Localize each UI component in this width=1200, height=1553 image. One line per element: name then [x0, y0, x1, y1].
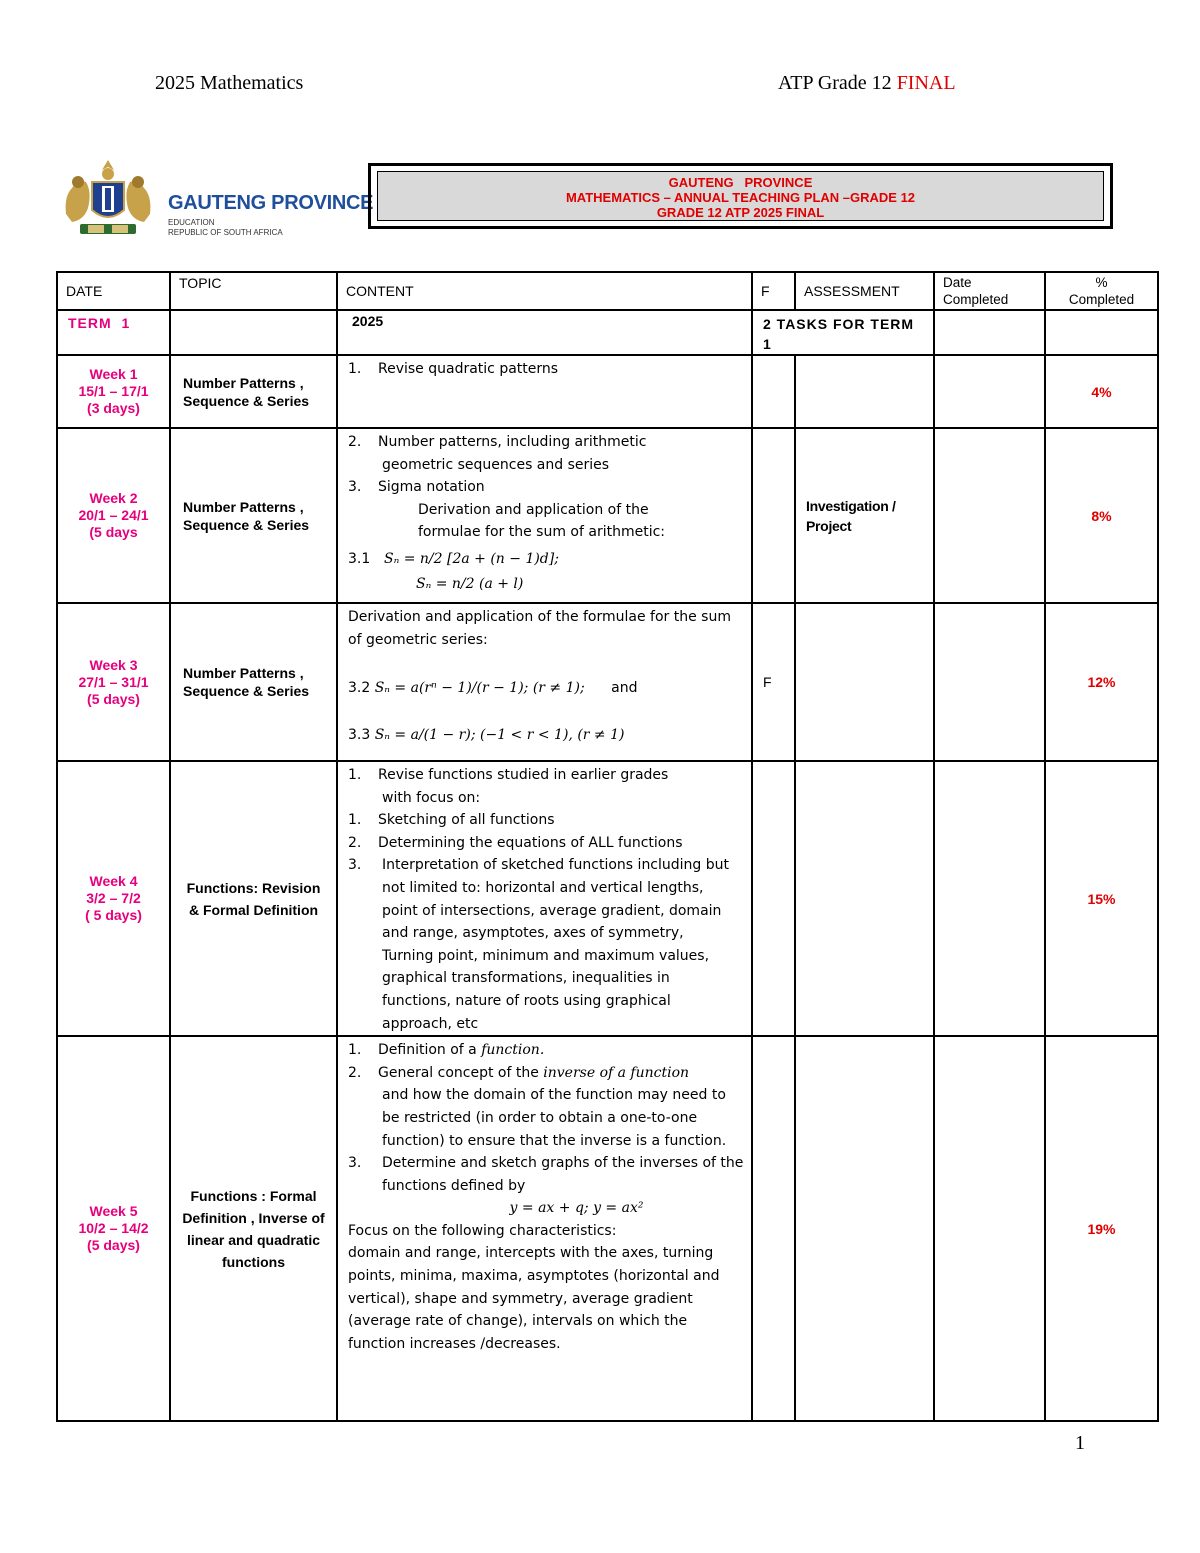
formula-inverse-functions: y = ax + q; y = ax² [509, 1200, 644, 1217]
pct-completed-cell: 4% [1045, 355, 1158, 428]
term-tasks: 2 TASKS FOR TERM 1 [752, 310, 934, 355]
item-text: Revise functions studied in earlier grades [378, 767, 669, 783]
week-days: (5 days) [87, 1237, 140, 1254]
header-assessment: ASSESSMENT [795, 272, 934, 310]
week-date-cell [57, 428, 170, 603]
item-text: General concept of the [378, 1064, 544, 1081]
running-header-right [778, 72, 956, 95]
topic-cell: Number Patterns , Sequence & Series [170, 355, 337, 428]
formula-arithmetic-sum: Sₙ = n/2 [2a + (n − 1)d]; [384, 550, 559, 567]
term-topic-empty [170, 310, 337, 355]
formula-sum-to-infinity: Sₙ = a/(1 − r); (−1 < r < 1), (r ≠ 1) [374, 726, 625, 743]
focus-heading: Focus on the following characteristics: [348, 1222, 617, 1239]
term-year: 2025 [337, 310, 752, 355]
formula-label: 3.3 [348, 726, 371, 743]
formula-and: and [611, 680, 638, 697]
content-item [348, 1039, 745, 1062]
week-dates: 20/1 – 24/1 [78, 507, 149, 523]
week-days: (3 days) [87, 400, 140, 416]
content-line: with focus on: [382, 789, 481, 806]
content-cell [337, 603, 752, 761]
week-date-cell [57, 1036, 170, 1421]
week-label: Week 5 [89, 1203, 138, 1220]
header-f: F [752, 272, 795, 310]
week-label: Week 1 [89, 366, 138, 382]
item-number: 1. [348, 767, 362, 783]
title-box-inner [377, 171, 1104, 221]
logo-province: GAUTENG PROVINCE [168, 192, 374, 214]
item-text: Determine and sketch graphs of the inverses of the functions defined by [382, 1155, 744, 1194]
content-item [348, 431, 745, 454]
week-date-cell [57, 761, 170, 1036]
header-date: DATE [57, 272, 170, 310]
formula-geometric-sum: Sₙ = a(rⁿ − 1)/(r − 1); (r ≠ 1); [374, 680, 585, 697]
content-item [348, 476, 745, 499]
item-number: 1. [348, 812, 362, 829]
header-final: FINAL [896, 72, 956, 94]
pct-completed-cell: 8% [1045, 428, 1158, 603]
item-number: 2. [348, 434, 362, 450]
header-pct-symbol: % [1095, 275, 1108, 290]
week-days: (5 days) [87, 690, 140, 707]
content-cell [337, 1036, 752, 1421]
item-number: 3. [348, 479, 362, 496]
assessment-cell [795, 603, 934, 761]
header-atp-grade: ATP Grade 12 [778, 72, 897, 94]
title-line-1: GAUTENG PROVINCE [668, 175, 813, 190]
header-completed: Completed [1068, 292, 1135, 307]
table-row [57, 761, 1158, 1036]
date-completed-cell [934, 428, 1045, 603]
item-number: 3. [348, 857, 362, 874]
date-completed-cell [934, 603, 1045, 761]
item-text-italic: function. [481, 1042, 545, 1059]
logo-text [168, 192, 374, 238]
content-item [348, 764, 745, 787]
date-completed-cell [934, 761, 1045, 1036]
item-number: 2. [348, 834, 362, 851]
f-cell [752, 761, 795, 1036]
table-row [57, 355, 1158, 428]
item-number: 2. [348, 1064, 362, 1081]
content-item [348, 1152, 745, 1197]
pct-completed-cell: 15% [1045, 761, 1158, 1036]
title-box [368, 163, 1113, 229]
coat-of-arms-icon [58, 152, 158, 242]
content-item [348, 854, 745, 1035]
term-date-empty [934, 310, 1045, 355]
formula-label: 3.2 [348, 680, 371, 697]
table-row [57, 1036, 1158, 1421]
week-days: ( 5 days) [85, 907, 142, 924]
date-completed-cell [934, 1036, 1045, 1421]
pct-completed-cell: 19% [1045, 1036, 1158, 1421]
f-cell [752, 428, 795, 603]
content-item [348, 358, 745, 381]
content-line: Derivation and application of the [418, 501, 649, 518]
header-date-completed: Date Completed [934, 272, 1045, 310]
content-cell [337, 761, 752, 1036]
week-dates: 3/2 – 7/2 [86, 890, 141, 907]
item-text: Number patterns, including arithmetic [378, 434, 647, 450]
week-label: Week 2 [89, 490, 138, 506]
header-content: CONTENT [337, 272, 752, 310]
content-item [348, 1062, 745, 1085]
formula-3-3 [348, 724, 745, 747]
logo-republic: REPUBLIC OF SOUTH AFRICA [168, 228, 283, 237]
topic-cell: Functions : Formal Definition , Inverse of linear and quadratic functions [170, 1036, 337, 1421]
content-line: geometric sequences and series [382, 456, 610, 473]
content-cell [337, 355, 752, 428]
item-text: Sigma notation [378, 479, 485, 496]
content-item [348, 832, 745, 855]
f-cell: F [752, 603, 795, 761]
week-date-cell [57, 355, 170, 428]
formula-label: 3.1 [348, 550, 371, 567]
teaching-plan-table [56, 271, 1159, 1422]
week-dates: 10/2 – 14/2 [78, 1220, 149, 1237]
item-number: 1. [348, 361, 362, 377]
week-dates: 27/1 – 31/1 [78, 673, 149, 690]
week-date-cell [57, 603, 170, 761]
formula-arithmetic-sum-alt: Sₙ = n/2 (a + l) [416, 575, 524, 592]
logo-education: EDUCATION [168, 218, 215, 227]
week-days: (5 days [89, 524, 138, 540]
assessment-cell [795, 761, 934, 1036]
term-row [57, 310, 1158, 355]
item-text: Definition of a [378, 1042, 482, 1059]
assessment-cell [795, 355, 934, 428]
item-text-italic: inverse of a function [543, 1064, 690, 1081]
f-cell [752, 355, 795, 428]
table-header-row [57, 272, 1158, 310]
item-number: 1. [348, 1042, 362, 1059]
gauteng-logo [58, 152, 374, 242]
topic-cell: Number Patterns , Sequence & Series [170, 428, 337, 603]
content-item [348, 809, 745, 832]
week-label: Week 4 [89, 873, 138, 890]
topic-cell: Functions: Revision & Formal Definition [170, 761, 337, 1036]
topic-cell: Number Patterns , Sequence & Series [170, 603, 337, 761]
term-pct-empty [1045, 310, 1158, 355]
f-cell [752, 1036, 795, 1421]
item-number: 3. [348, 1155, 362, 1172]
content-cell [337, 428, 752, 603]
item-text: Sketching of all functions [378, 812, 555, 829]
week-dates: 15/1 – 17/1 [78, 383, 149, 399]
content-intro: Derivation and application of the formulae for the sum of geometric series: [348, 609, 731, 648]
focus-characteristics: domain and range, intercepts with the axes, turning points, minima, maxima, asymptotes (horizontal and vertical), shape and symmetry, average gradient (average rate of change), intervals on which the function increases /decreases. [348, 1245, 720, 1352]
table-row [57, 428, 1158, 603]
content-line: formulae for the sum of arithmetic: [418, 524, 666, 541]
item-text: Revise quadratic patterns [378, 361, 559, 377]
item-text: Interpretation of sketched functions including but not limited to: horizontal and vertical lengths, point of intersections, average gradient, domain and range, asymptotes, axes of symmetry, Turning point, minimum and maximum values, graphical transformations, inequalities in functions, nature of roots using graphical approach, etc [382, 857, 730, 1032]
content-line: and how the domain of the function may need to be restricted (in order to obtain a one-to-one function) to ensure that the inverse is a function. [382, 1087, 727, 1149]
table-row [57, 603, 1158, 761]
pct-completed-cell: 12% [1045, 603, 1158, 761]
title-line-3: GRADE 12 ATP 2025 FINAL [656, 205, 825, 220]
date-completed-cell [934, 355, 1045, 428]
running-header-left: 2025 Mathematics [155, 72, 304, 94]
item-text: Determining the equations of ALL functions [378, 834, 683, 851]
assessment-cell [795, 1036, 934, 1421]
week-label: Week 3 [89, 656, 138, 673]
page-number: 1 [1075, 1432, 1085, 1454]
title-line-2: MATHEMATICS – ANNUAL TEACHING PLAN –GRADE 12 [565, 190, 916, 205]
header-pct-completed [1045, 272, 1158, 310]
header-topic: TOPIC [170, 272, 337, 310]
term-label: TERM 1 [57, 310, 170, 355]
assessment-cell: Investigation / Project [795, 428, 934, 603]
formula-3-1 [348, 548, 745, 571]
formula-3-2 [348, 677, 745, 700]
